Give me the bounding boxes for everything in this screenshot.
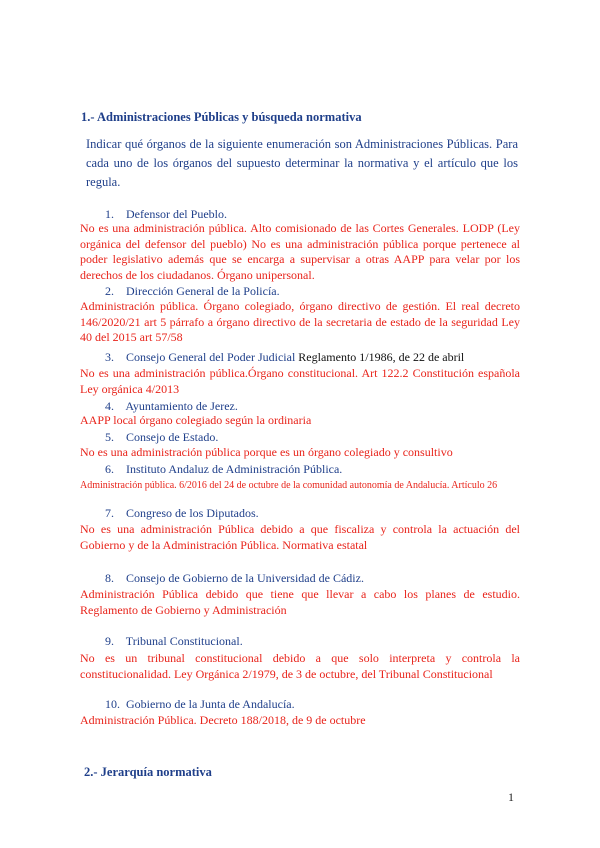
list-item-number: 9. (105, 634, 114, 648)
list-item-title (105, 697, 525, 712)
list-item-answer: No es una administración Pública debido a que fiscaliza y controla la actuación del Gobierno y de la Administración Pública. Normativa estatal (80, 522, 520, 552)
list-item-number: 2. (105, 284, 114, 298)
list-item-answer: Administración pública. Órgano colegiado, órgano directivo de gestión. El real decreto 146/2020/21 art 5 párrafo a órgano directivo de la secretaria de estado de la seguridad Ley 40 del 2015 art 57/58 (80, 299, 520, 344)
list-item-label: Congreso de los Diputados. (126, 506, 259, 520)
list-item-answer: No es una administración pública. Alto comisionado de las Cortes Generales. LODP (Ley orgánica del defensor del pueblo) No es una administración pública porque pertenece al poder legislativo además que se encarga a supervisar a otras AAPP para velar por los derechos de los ciudadanos. Órgano unipersonal. (80, 221, 520, 282)
list-item-title (105, 430, 525, 445)
list-item-title (105, 634, 525, 649)
list-item-regulation: Reglamento 1/1986, de 22 de abril (295, 350, 465, 364)
list-item-title (105, 284, 525, 299)
list-item-label: Defensor del Pueblo. (126, 207, 227, 221)
list-item-answer: Administración Pública debido que tiene que llevar a cabo los planes de estudio. Reglamento de Gobierno y Administración (80, 587, 520, 617)
list-item-number: 10. (105, 697, 120, 711)
list-item-title (105, 571, 525, 586)
list-item-number: 6. (105, 462, 114, 476)
list-item-number: 3. (105, 350, 114, 364)
list-item-answer: AAPP local órgano colegiado según la ordinaria (80, 413, 312, 427)
list-item-title (105, 207, 525, 222)
list-item-title (105, 506, 525, 521)
list-item-label: Consejo de Gobierno de la Universidad de Cádiz. (126, 571, 364, 585)
list-item-title (105, 399, 525, 414)
list-item-number: 7. (105, 506, 114, 520)
list-item-label: Instituto Andaluz de Administración Pública. (126, 462, 343, 476)
list-item-title (105, 462, 525, 477)
list-item-number: 5. (105, 430, 114, 444)
list-item-label: Ayuntamiento de Jerez. (125, 399, 238, 413)
list-item-answer: No es una administración pública.Órgano constitucional. Art 122.2 Constitución española Ley orgánica 4/2013 (80, 366, 520, 396)
page-number: 1 (508, 790, 514, 804)
list-item-label: Consejo de Estado. (126, 430, 219, 444)
list-item-answer: Administración pública. 6/2016 del 24 de octubre de la comunidad autonomía de Andalucía. Artículo 26 (80, 480, 498, 491)
list-item-answer: Administración Pública. Decreto 188/2018, de 9 de octubre (80, 713, 366, 727)
section-1-intro: Indicar qué órganos de la siguiente enumeración son Administraciones Públicas. Para cada uno de los órganos del supuesto determinar la normativa y el artículo que los regula. (86, 137, 518, 189)
list-item-label: Tribunal Constitucional. (125, 634, 243, 648)
list-item-label: Consejo General del Poder Judicial (126, 350, 296, 364)
list-item-number: 1. (105, 207, 114, 221)
list-item-label: Gobierno de la Junta de Andalucía. (126, 697, 295, 711)
list-item-number: 4. (105, 399, 114, 413)
list-item-number: 8. (105, 571, 114, 585)
list-item-label: Dirección General de la Policía. (126, 284, 280, 298)
list-item-title (105, 350, 525, 365)
list-item-answer: No es una administración pública porque es un órgano colegiado y consultivo (80, 445, 453, 459)
section-2-heading: 2.- Jerarquía normativa (84, 765, 212, 779)
section-1-heading: 1.- Administraciones Públicas y búsqueda normativa (81, 110, 362, 124)
list-item-answer: No es un tribunal constitucional debido a que solo interpreta y controla la constitucionalidad. Ley Orgánica 2/1979, de 3 de octubre, del Tribunal Constitucional (80, 651, 520, 681)
